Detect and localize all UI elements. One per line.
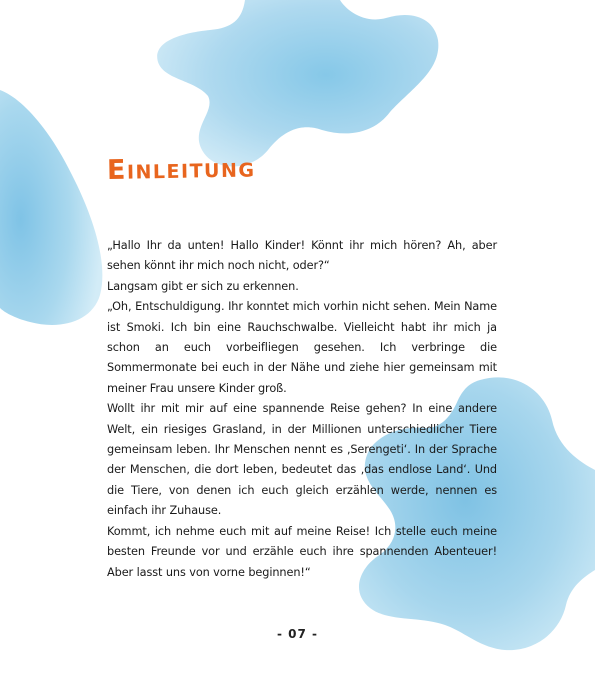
- intro-text: [107, 236, 497, 583]
- watercolor-blob-top: [150, 0, 450, 175]
- paragraph: „Oh, Entschuldigung. Ihr konntet mich vorhin nicht sehen. Mein Name ist Smoki. Ich bin eine Rauchschwalbe. Vielleicht habt ihr mich ja schon an euch vorbeifliegen gesehen. Ich verbringe die Sommermonate bei euch in der Nähe und ziehe hier gemeinsam mit meiner Frau unsere Kinder groß.: [107, 300, 497, 395]
- paragraph: Kommt, ich nehme euch mit auf meine Reise! Ich stelle euch meine besten Freunde vor und erzähle euch ihre spannenden Abenteuer! Aber lasst uns von vorne beginnen!“: [107, 524, 497, 579]
- watercolor-blob-left: [0, 90, 110, 330]
- paragraph: Langsam gibt er sich zu erkennen.: [107, 279, 299, 293]
- page-number: - 07 -: [276, 627, 318, 641]
- paragraph: Wollt ihr mit mir auf eine spannende Reise gehen? In eine andere Welt, ein riesiges Grasland, in der Millionen unterschiedlicher Tiere gemeinsam leben. Ihr Menschen nennt es ‚Serengeti‘. In der Sprache der Menschen, die dort leben, bedeutet das ‚das endlose Land‘. Und die Tiere, von denen ich euch gleich erzählen werde, nennen es einfach ihr Zuhause.: [107, 402, 497, 518]
- chapter-heading: Einleitung: [106, 152, 256, 186]
- paragraph: „Hallo Ihr da unten! Hallo Kinder! Könnt ihr mich hören? Ah, aber sehen könnt ihr mich noch nicht, oder?“: [107, 239, 497, 273]
